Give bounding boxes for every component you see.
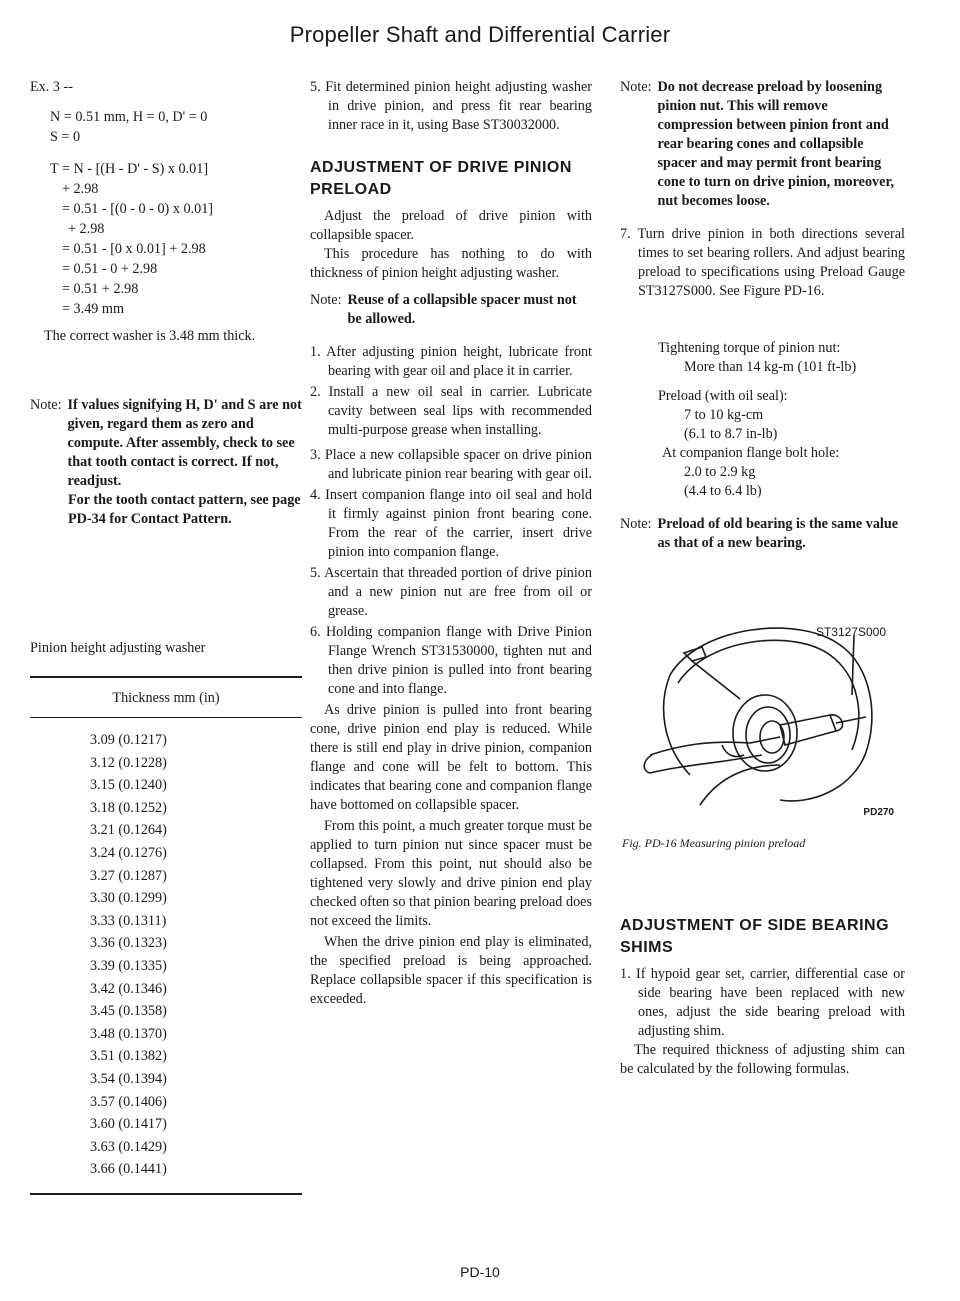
spec-flange-value: 2.0 to 2.9 kg (684, 464, 756, 480)
table-row: 3.21 (0.1264) (90, 822, 167, 839)
note-label: Note: (310, 292, 342, 308)
note-text: Reuse of a collapsible spacer must not be allowed. (347, 292, 577, 327)
spec-preload-value: (6.1 to 8.7 in-lb) (684, 426, 778, 442)
page-number: PD-10 (460, 1264, 500, 1280)
table-row: 3.66 (0.1441) (90, 1161, 167, 1178)
paragraph: This procedure has nothing to do with thickness of pinion height adjusting washer. (310, 246, 592, 281)
section-heading: ADJUSTMENT OF DRIVE PINION PRELOAD (310, 159, 572, 198)
step-text: 1. If hypoid gear set, carrier, differential case or side bearing have been replaced with new ones, adjust the side bearing preload with adjusting shim. (620, 966, 905, 1039)
paragraph: As drive pinion is pulled into front bearing cone, drive pinion end play is reduced. While there is still end play in drive pinion, companion flange and cone will be felt to bottom. This indicates that bearing cone and companion flange have bottomed on collapsible spacer. (310, 702, 592, 813)
table-body (30, 718, 302, 1193)
step-text: 3. Place a new collapsible spacer on drive pinion and lubricate pinion rear bearing with gear oil. (310, 447, 592, 482)
section-heading: ADJUSTMENT OF SIDE BEARING SHIMS (620, 917, 890, 956)
spec-torque-label: Tightening torque of pinion nut: (658, 340, 841, 356)
note-label: Note: (620, 79, 652, 95)
note-block (620, 515, 905, 553)
table-row: 3.60 (0.1417) (90, 1116, 167, 1133)
left-column (30, 78, 302, 1195)
given-line: S = 0 (50, 129, 81, 145)
equation-line: + 2.98 (62, 181, 99, 197)
table-row: 3.27 (0.1287) (90, 867, 167, 884)
spec-torque-value: More than 14 kg-m (101 ft-lb) (684, 359, 857, 375)
equation-line: + 2.98 (68, 221, 105, 237)
table-row: 3.15 (0.1240) (90, 777, 167, 794)
note-text-2: For the tooth contact pattern, see page PD-34 for Contact Pattern. (68, 492, 301, 527)
table-row: 3.18 (0.1252) (90, 799, 167, 816)
spec-preload-label: Preload (with oil seal): (658, 388, 788, 404)
paragraph: From this point, a much greater torque must be applied to turn pinion nut since spacer must be collapsed. From this point, nut should also be tightened very slowly and drive pinion end play checked often so that pinion bearing preload does not exceed the limits. (310, 818, 592, 929)
middle-column (310, 78, 592, 1017)
given-line: N = 0.51 mm, H = 0, D' = 0 (50, 109, 208, 125)
table-row: 3.51 (0.1382) (90, 1048, 167, 1065)
table-caption: Pinion height adjusting washer (30, 640, 206, 656)
paragraph: When the drive pinion end play is eliminated, the specified preload is being approached. Replace collapsible spacer if this specification is exceeded. (310, 934, 592, 1007)
table-row: 3.54 (0.1394) (90, 1070, 167, 1087)
step-text: 1. After adjusting pinion height, lubricate front bearing with gear oil and place it in carrier. (310, 344, 592, 379)
table-row: 3.45 (0.1358) (90, 1003, 167, 1020)
note-text: If values signifying H, D' and S are not given, regard them as zero and compute. After assembly, check to see that tooth contact is correct. If not, readjust. (67, 397, 302, 489)
step-text: 7. Turn drive pinion in both directions several times to set bearing rollers. And adjust bearing preload to specifications using Preload Gauge ST3127S000. See Figure PD-16. (620, 226, 905, 299)
table-row: 3.24 (0.1276) (90, 844, 167, 861)
table-row: 3.57 (0.1406) (90, 1093, 167, 1110)
step-text: 6. Holding companion flange with Drive Pinion Flange Wrench ST31530000, tighten nut and then drive pinion is pulled into front bearing cone and into flange. (310, 624, 592, 697)
step-text: 2. Install a new oil seal in carrier. Lubricate cavity between seal lips with recommended multi-purpose grease when installing. (310, 384, 592, 438)
equation-line: = 0.51 + 2.98 (62, 281, 139, 297)
page-title: Propeller Shaft and Differential Carrier (289, 22, 671, 47)
spec-block (620, 339, 905, 501)
table-row: 3.33 (0.1311) (90, 912, 167, 929)
table-rule (30, 1193, 302, 1195)
paragraph: The required thickness of adjusting shim can be calculated by the following formulas. (620, 1042, 905, 1077)
note-block (620, 78, 905, 211)
right-column (620, 78, 905, 1087)
table-row: 3.09 (0.1217) (90, 732, 167, 748)
note-label: Note: (620, 516, 652, 532)
table-row: 3.63 (0.1429) (90, 1138, 167, 1155)
note-block (310, 291, 592, 329)
figure-code: PD270 (863, 807, 894, 818)
table-row: 3.42 (0.1346) (90, 980, 167, 997)
table-row: 3.36 (0.1323) (90, 935, 167, 952)
table-header: Thickness mm (in) (112, 690, 220, 706)
note-text: Preload of old bearing is the same value as that of a new bearing. (657, 516, 899, 551)
washer-table (30, 676, 302, 1195)
equation-line: = 3.49 mm (62, 301, 124, 317)
equation-line: T = N - [(H - D' - S) x 0.01] (50, 161, 209, 177)
table-row: 3.30 (0.1299) (90, 890, 167, 907)
figure-tool-label: ST3127S000 (815, 625, 886, 639)
note-text: Do not decrease preload by loosening pinion nut. This will remove compression between pinion front and rear bearing cones and collapsible spacer and may permit front bearing cone to turn on drive pinion, moreover, nut becomes loose. (657, 79, 894, 209)
step-text: 4. Insert companion flange into oil seal and hold it firmly against pinion front bearing cone. From the rear of the carrier, insert drive pinion into companion flange. (310, 487, 592, 560)
figure-pd16 (630, 605, 900, 830)
equation-line: = 0.51 - 0 + 2.98 (62, 261, 158, 277)
table-row: 3.39 (0.1335) (90, 957, 167, 974)
table-row: 3.48 (0.1370) (90, 1025, 167, 1042)
example-label: Ex. 3 -- (30, 79, 73, 95)
result-text: The correct washer is 3.48 mm thick. (44, 328, 256, 344)
figure-caption: Fig. PD-16 Measuring pinion preload (622, 836, 806, 850)
step-text: 5. Ascertain that threaded portion of drive pinion and a new pinion nut are free from oil or grease. (310, 565, 592, 619)
table-row: 3.12 (0.1228) (90, 754, 167, 771)
spec-flange-value: (4.4 to 6.4 lb) (684, 483, 762, 499)
note-label: Note: (30, 397, 62, 413)
spec-preload-value: 7 to 10 kg-cm (684, 407, 764, 423)
equation-line: = 0.51 - [0 x 0.01] + 2.98 (62, 241, 206, 257)
spec-flange-label: At companion flange bolt hole: (662, 445, 840, 461)
step-text: 5. Fit determined pinion height adjusting washer in drive pinion, and press fit rear bearing inner race in it, using Base ST30032000. (310, 79, 592, 133)
paragraph: Adjust the preload of drive pinion with collapsible spacer. (310, 208, 592, 243)
equation-line: = 0.51 - [(0 - 0 - 0) x 0.01] (62, 201, 214, 217)
note-block (30, 396, 302, 529)
